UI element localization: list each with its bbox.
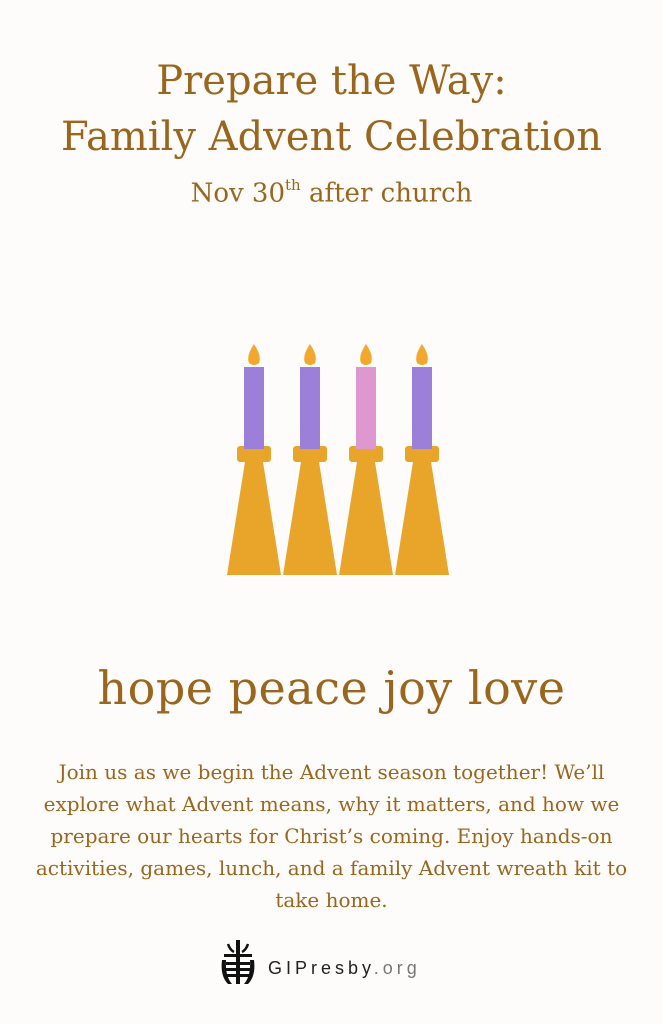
candle-flame [248,344,260,365]
candle-stand [283,462,337,575]
candle-stand [227,462,281,575]
candle-stand [339,462,393,575]
footer [0,940,663,990]
candle-flame [416,344,428,365]
advent-candle [395,344,449,575]
event-description: Join us as we begin the Advent season together! We’ll explore what Advent means, why it matters, and how we prepare our hearts for Christ’s coming. Enjoy hands-on activities, games, lunch, and a family Advent wreath kit to take home. [35,760,628,912]
date-prefix: Nov 30 [190,178,286,209]
candle-flame [360,344,372,365]
event-date [0,178,663,209]
advent-candle [339,344,393,575]
title-line-1: Prepare the Way: [156,58,507,104]
title-line-2: Family Advent Celebration [60,114,603,160]
website-link[interactable] [268,958,421,979]
candle-body [412,367,432,449]
advent-candle [227,344,281,575]
candle-body [356,367,376,449]
advent-candles-illustration [220,340,456,580]
advent-themes: hope peace joy love [97,661,566,715]
advent-candle [283,344,337,575]
candle-stand [395,462,449,575]
site-name: GIPresby [268,958,374,978]
candle-body [244,367,264,449]
site-tld: .org [373,958,421,978]
date-rest: after church [300,178,473,209]
candle-flame [304,344,316,365]
date-suffix: th [285,176,301,194]
presbyterian-seal-icon [220,940,256,986]
candle-body [300,367,320,449]
